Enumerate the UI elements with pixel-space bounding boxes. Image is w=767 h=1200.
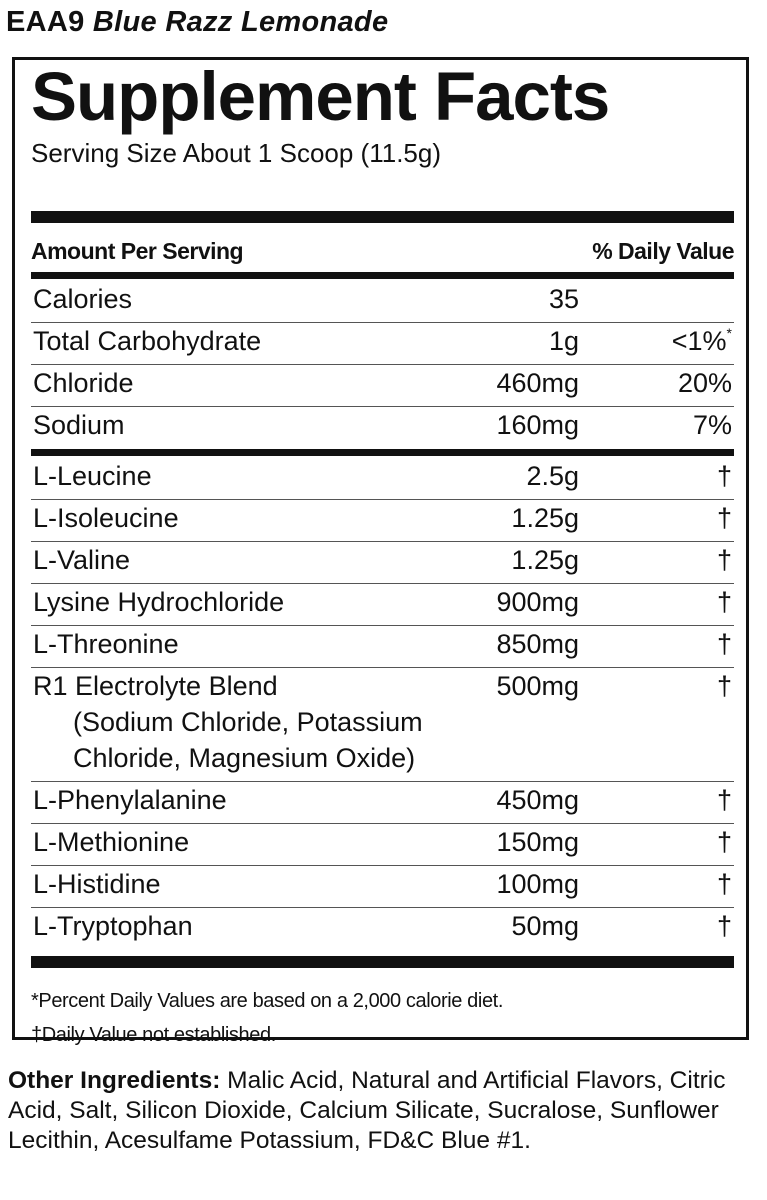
row-name: Sodium <box>33 410 125 440</box>
ingredient-list <box>31 458 734 950</box>
other-ingredients <box>8 1066 753 1156</box>
row-daily-value-text: † <box>716 545 732 575</box>
row-daily-value <box>717 586 732 620</box>
row-name: L-Tryptophan <box>33 911 193 941</box>
row-daily-value-text: 20% <box>677 368 732 398</box>
row-daily-value <box>693 409 732 443</box>
row-amount: 35 <box>548 284 579 314</box>
divider-medium <box>31 449 734 456</box>
facts-row <box>31 281 734 323</box>
divider-thick <box>31 956 734 968</box>
serving-size: Serving Size About 1 Scoop (11.5g) <box>31 138 441 168</box>
footnotes <box>31 984 503 1052</box>
row-daily-value-text: † <box>716 785 732 815</box>
row-name: Total Carbohydrate <box>33 326 262 356</box>
row-amount: 50mg <box>511 911 579 941</box>
row-name: Calories <box>33 284 133 314</box>
facts-row <box>31 323 734 365</box>
product-title <box>6 6 388 39</box>
row-daily-value-footnote-mark: * <box>726 325 732 341</box>
row-daily-value <box>717 910 732 944</box>
row-daily-value <box>717 502 732 536</box>
facts-row <box>31 407 734 449</box>
row-name: L-Threonine <box>33 629 179 659</box>
facts-row <box>31 908 734 950</box>
facts-row <box>31 824 734 866</box>
row-amount: 100mg <box>496 869 579 899</box>
row-amount: 150mg <box>496 827 579 857</box>
row-amount: 1.25g <box>511 545 579 575</box>
row-daily-value <box>717 460 732 494</box>
row-name: L-Leucine <box>33 461 152 491</box>
row-amount: 850mg <box>496 629 579 659</box>
row-daily-value-text: † <box>716 461 732 491</box>
facts-row <box>31 365 734 407</box>
row-sub-line: Chloride, Magnesium Oxide) <box>73 743 416 773</box>
row-amount: 160mg <box>496 410 579 440</box>
row-daily-value-text: † <box>716 911 732 941</box>
other-ingredients-label: Other Ingredients: <box>8 1067 221 1094</box>
row-daily-value <box>678 367 732 401</box>
row-name: L-Methionine <box>33 827 190 857</box>
facts-row <box>31 584 734 626</box>
row-daily-value-text: † <box>716 503 732 533</box>
row-daily-value-text: † <box>716 629 732 659</box>
divider-thick <box>31 211 734 223</box>
row-daily-value <box>717 826 732 860</box>
row-daily-value-text: † <box>716 827 732 857</box>
row-name: R1 Electrolyte Blend <box>33 671 278 701</box>
row-name: L-Phenylalanine <box>33 785 227 815</box>
row-name: L-Isoleucine <box>33 503 179 533</box>
row-amount: 460mg <box>496 368 579 398</box>
panel-title: Supplement Facts <box>31 58 610 135</box>
supplement-facts-panel <box>12 57 749 1046</box>
row-daily-value-text: † <box>716 587 732 617</box>
row-daily-value <box>717 868 732 902</box>
product-flavor: Blue Razz Lemonade <box>92 6 389 38</box>
row-amount: 1.25g <box>511 503 579 533</box>
row-daily-value-text: <1% <box>671 326 727 356</box>
row-amount: 500mg <box>496 671 579 701</box>
facts-row <box>31 500 734 542</box>
header-daily-value: % Daily Value <box>592 237 734 264</box>
row-daily-value-text: † <box>716 869 732 899</box>
row-daily-value <box>672 325 732 359</box>
row-name: Chloride <box>33 368 134 398</box>
row-daily-value-text: 7% <box>692 410 732 440</box>
facts-row <box>31 668 734 782</box>
facts-row <box>31 782 734 824</box>
row-name: Lysine Hydrochloride <box>33 587 285 617</box>
row-daily-value <box>717 628 732 662</box>
facts-row <box>31 458 734 500</box>
row-amount: 1g <box>548 326 579 356</box>
divider-medium <box>31 272 734 279</box>
facts-row <box>31 542 734 584</box>
row-amount: 450mg <box>496 785 579 815</box>
row-daily-value <box>717 670 732 704</box>
row-daily-value <box>717 784 732 818</box>
row-daily-value-text: † <box>716 671 732 701</box>
amount-header <box>31 233 734 269</box>
footnote-daily-values: *Percent Daily Values are based on a 2,000 calorie diet. <box>31 990 503 1012</box>
row-amount: 2.5g <box>526 461 579 491</box>
footnote-not-established: †Daily Value not established. <box>31 1024 276 1046</box>
row-name: L-Histidine <box>33 869 161 899</box>
facts-row <box>31 866 734 908</box>
header-amount-per-serving: Amount Per Serving <box>31 237 244 264</box>
row-daily-value <box>717 544 732 578</box>
row-amount: 900mg <box>496 587 579 617</box>
row-name: L-Valine <box>33 545 131 575</box>
other-ingredients-text: Malic Acid, Natural and Artificial Flavors, Citric Acid, Salt, Silicon Dioxide, Calcium Silicate, Sucralose, Sunflower Lecithin, Acesulfame Potassium, FD&C Blue #1. <box>8 1067 726 1154</box>
row-sub-line: (Sodium Chloride, Potassium <box>73 707 423 737</box>
product-brand: EAA9 <box>6 6 85 38</box>
nutrient-list <box>31 281 734 449</box>
facts-row <box>31 626 734 668</box>
